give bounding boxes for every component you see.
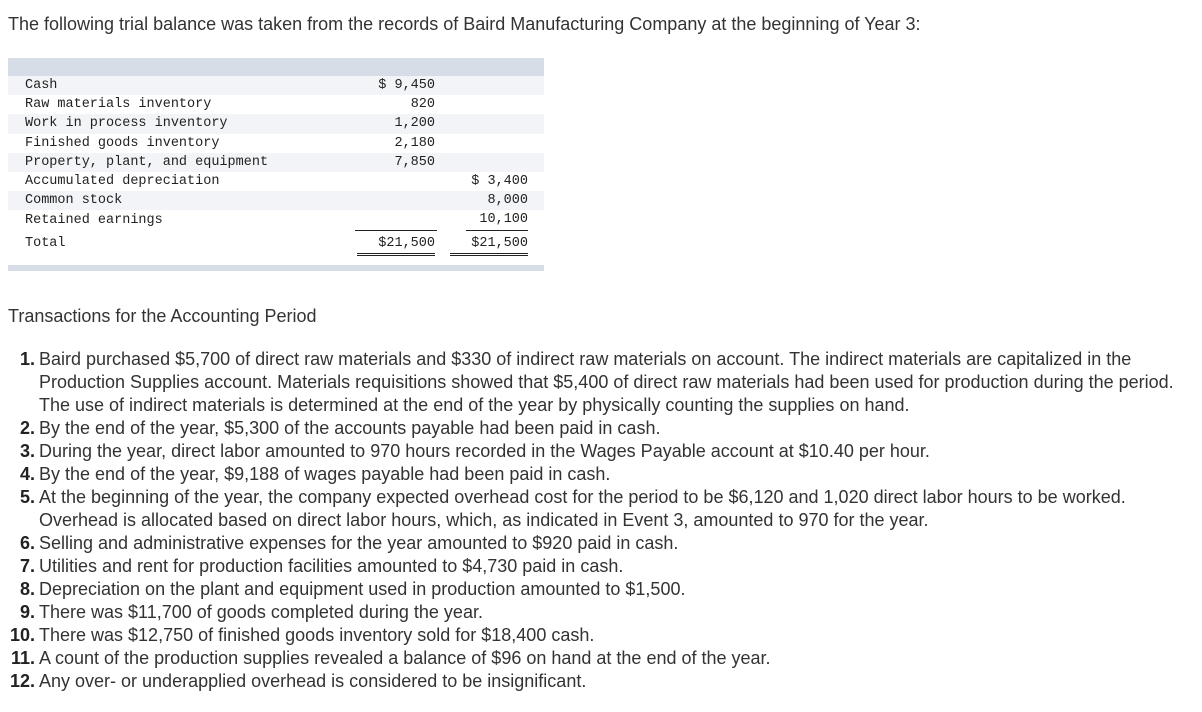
list-item: [8, 440, 1194, 463]
total-row: [8, 231, 544, 258]
total-label: Total: [8, 231, 355, 258]
trial-balance-footer-bar: [8, 265, 544, 271]
account-name: Raw materials inventory: [25, 97, 212, 113]
trial-balance-header-bar: [8, 58, 544, 76]
item-text: Any over- or underapplied overhead is considered to be insignificant.: [39, 671, 587, 691]
account-name: Retained earnings: [25, 212, 163, 228]
item-number: 5.: [19, 487, 35, 507]
list-item: [8, 555, 1194, 578]
list-item: [8, 578, 1194, 601]
credit-value: 10,100: [445, 210, 544, 230]
item-number: 9.: [19, 602, 35, 622]
item-text: There was $11,700 of goods completed during the year.: [39, 602, 483, 622]
trial-balance: [8, 58, 544, 271]
table-row: [8, 95, 544, 114]
list-item: [8, 670, 1194, 693]
list-item: [8, 348, 1194, 417]
list-item: [8, 647, 1194, 670]
item-number: 10.: [9, 625, 35, 645]
list-item: [8, 532, 1194, 555]
item-number: 12.: [9, 671, 35, 691]
account-name: Common stock: [8, 191, 355, 210]
item-number: 1.: [19, 349, 35, 369]
item-text: By the end of the year, $9,188 of wages payable had been paid in cash.: [39, 464, 611, 484]
table-row: [8, 134, 544, 153]
debit-value: 2,180: [394, 135, 435, 151]
list-item: [8, 417, 1194, 440]
table-row: [8, 191, 544, 210]
list-item: [8, 601, 1194, 624]
item-number: 8.: [19, 579, 35, 599]
item-text: Selling and administrative expenses for the year amounted to $920 paid in cash.: [39, 533, 679, 553]
item-number: 2.: [19, 418, 35, 438]
debit-value: [355, 210, 437, 230]
transactions-list: [8, 348, 1194, 693]
item-number: 11.: [10, 648, 35, 668]
item-text: During the year, direct labor amounted to 970 hours recorded in the Wages Payable account at $10.40 per hour.: [39, 441, 930, 461]
list-item: [8, 463, 1194, 486]
list-item: [8, 486, 1194, 532]
item-text: By the end of the year, $5,300 of the accounts payable had been paid in cash.: [39, 418, 661, 438]
table-row: [8, 114, 544, 133]
table-row: [8, 210, 544, 230]
item-text: At the beginning of the year, the company expected overhead cost for the period to be $6,120 and 1,020 direct labor hours to be worked. Overhead is allocated based on direct labor hours, which, as indicated in Event 3, amounted to 970 for the year.: [39, 487, 1126, 530]
item-number: 4.: [19, 464, 35, 484]
credit-value: 8,000: [445, 191, 544, 210]
credit-value: [445, 114, 544, 133]
total-credit: $21,500: [445, 231, 544, 258]
table-row: [8, 172, 544, 191]
trial-balance-table: [8, 76, 544, 257]
item-text: Utilities and rent for production facilities amounted to $4,730 paid in cash.: [39, 556, 624, 576]
item-number: 3.: [19, 441, 35, 461]
account-name: Accumulated depreciation: [25, 174, 220, 190]
credit-value: [445, 76, 544, 95]
debit-value: 1,200: [355, 114, 437, 133]
credit-value: [445, 134, 544, 153]
item-number: 6.: [19, 533, 35, 553]
item-number: 7.: [19, 556, 35, 576]
list-item: [8, 624, 1194, 647]
credit-value: $ 3,400: [471, 174, 528, 190]
debit-value: [355, 191, 437, 210]
debit-value: $ 9,450: [355, 76, 437, 95]
table-row: [8, 76, 544, 95]
debit-value: 7,850: [355, 153, 437, 172]
account-name: Work in process inventory: [8, 114, 355, 133]
account-name: Property, plant, and equipment: [8, 153, 355, 172]
transactions-title: Transactions for the Accounting Period: [8, 306, 317, 326]
account-name: Cash: [8, 76, 355, 95]
item-text: A count of the production supplies revealed a balance of $96 on hand at the end of the year.: [39, 648, 771, 668]
total-debit: $21,500: [355, 231, 437, 258]
item-text: Depreciation on the plant and equipment used in production amounted to $1,500.: [39, 579, 686, 599]
debit-value: 820: [410, 97, 435, 113]
item-text: There was $12,750 of finished goods inventory sold for $18,400 cash.: [39, 625, 595, 645]
debit-value: [355, 172, 437, 191]
credit-value: [445, 153, 544, 172]
credit-value: [445, 95, 544, 114]
intro-text: The following trial balance was taken from the records of Baird Manufacturing Company at the beginning of Year 3:: [8, 14, 921, 34]
table-row: [8, 153, 544, 172]
item-text: Baird purchased $5,700 of direct raw materials and $330 of indirect raw materials on account. The indirect materials are capitalized in the Production Supplies account. Materials requisitions showed that $5,400 of direct raw materials had been used for production during the period. The use of indirect materials is determined at the end of the year by physically counting the supplies on hand.: [39, 349, 1174, 415]
account-name: Finished goods inventory: [25, 135, 220, 151]
